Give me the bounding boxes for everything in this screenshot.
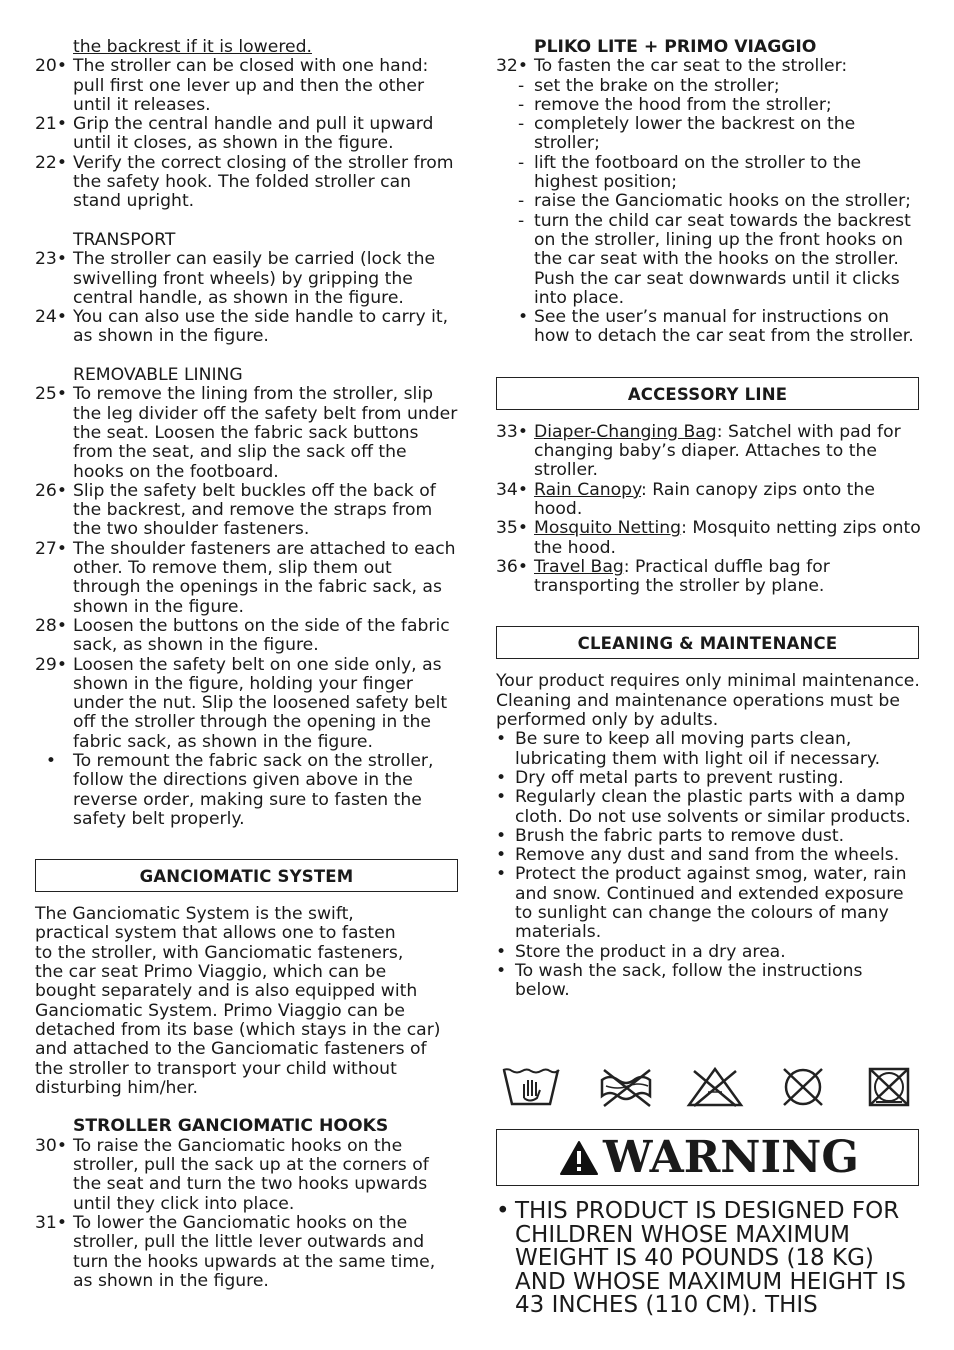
step-item: - completely lower the backrest on the stroller; bbox=[518, 114, 856, 154]
list-item: 29• Loosen the safety belt on one side only, as shown in the figure, holding your finger under the nut. Slip the loosened safety belt off the stroller through the opening in the fabric sack, as shown in the figure. bbox=[35, 654, 448, 752]
list-item: 24• You can also use the side handle to carry it, as shown in the figure. bbox=[35, 307, 449, 347]
list-item: 22• Verify the correct closing of the stroller from the safety hook. The folded stroller can stand upright. bbox=[35, 152, 454, 212]
cleaning-intro: Your product requires only minimal maintenance. Cleaning and maintenance operations must be performed only by adults. bbox=[496, 671, 920, 731]
accessory-item: 35• Mosquito Netting: Mosquito netting zips onto the hood. bbox=[496, 518, 921, 558]
list-item: 23• The stroller can easily be carried (lock the swivelling front wheels) by gripping the central handle, as shown in the figure. bbox=[35, 249, 436, 308]
ganciomatic-section-box: GANCIOMATIC SYSTEM bbox=[35, 859, 458, 892]
list-item: 25• To remove the lining from the stroller, slip the leg divider off the safety belt from under the seat. Loosen the fabric sack buttons from the seat, and slip the sack off the hooks on the footboard. bbox=[35, 384, 458, 482]
hooks-heading: STROLLER GANCIOMATIC HOOKS bbox=[73, 1116, 389, 1137]
right-column bbox=[496, 38, 921, 1000]
list-item: • Brush the fabric parts to remove dust. bbox=[496, 825, 845, 846]
list-item: 27• The shoulder fasteners are attached to each other. To remove them, slip them out through the openings in the fabric sack, as shown in the figure. bbox=[35, 538, 456, 617]
left-column bbox=[35, 38, 460, 1291]
warning-triangle-icon bbox=[559, 1140, 599, 1176]
warning-text-block: • THIS PRODUCT IS DESIGNED FOR CHILDREN WHOSE MAXIMUM WEIGHT IS 40 POUNDS (18 KG) AND WHOSE MAXIMUM HEIGHT IS 43 INCHES (110 CM). THIS bbox=[496, 1200, 926, 1318]
do-not-dry-clean-icon bbox=[866, 1066, 912, 1108]
step-item: - remove the hood from the stroller; bbox=[518, 94, 832, 115]
warning-text: THIS PRODUCT IS DESIGNED FOR CHILDREN WHOSE MAXIMUM WEIGHT IS 40 POUNDS (18 KG) AND WHOSE MAXIMUM HEIGHT IS 43 INCHES (110 CM). THIS bbox=[515, 1198, 906, 1319]
list-item: • To wash the sack, follow the instructions below. bbox=[496, 960, 863, 1001]
steps-list bbox=[496, 77, 921, 347]
accessory-item: 36• Travel Bag: Practical duffle bag for transporting the stroller by plane. bbox=[496, 556, 830, 597]
cleaning-section-box: CLEANING & MAINTENANCE bbox=[496, 626, 919, 659]
intro-line: the backrest if it is lowered. bbox=[73, 37, 312, 57]
accessory-section-box: ACCESSORY LINE bbox=[496, 377, 919, 410]
list-item: • Store the product in a dry area. bbox=[496, 941, 786, 962]
list-item: 21• Grip the central handle and pull it upward until it closes, as shown in the figure. bbox=[35, 114, 434, 154]
list-item: • To remount the fabric sack on the stroller, follow the directions given above in the reverse order, making sure to fasten the safety belt properly. bbox=[35, 750, 434, 829]
do-not-wring-icon bbox=[598, 1066, 656, 1108]
step-item: - turn the child car seat towards the backrest on the stroller, lining up the front hooks on the car seat with the hooks on the stroller. Push the car seat downwards until it clicks into place. bbox=[518, 210, 911, 308]
list-item: 28• Loosen the buttons on the side of the fabric sack, as shown in the figure. bbox=[35, 615, 450, 656]
accessory-item: 34• Rain Canopy: Rain canopy zips onto the hood. bbox=[496, 479, 875, 519]
transport-heading: TRANSPORT bbox=[73, 229, 176, 250]
lining-heading: REMOVABLE LINING bbox=[73, 365, 243, 386]
do-not-bleach-icon bbox=[686, 1066, 744, 1108]
list-item: 20• The stroller can be closed with one hand: pull first one lever up and then the other until it releases. bbox=[35, 56, 429, 115]
step-item: - lift the footboard on the stroller to the highest position; bbox=[518, 152, 862, 193]
list-item: • Regularly clean the plastic parts with a damp cloth. Do not use solvents or similar products. bbox=[496, 787, 911, 827]
list-item: 31• To lower the Ganciomatic hooks on the stroller, pull the little lever outwards and turn the hooks upwards at the same time, as shown in the figure. bbox=[35, 1212, 436, 1291]
list-item: • Remove any dust and sand from the wheels. bbox=[496, 845, 900, 866]
pliko-heading: PLIKO LITE + PRIMO VIAGGIO bbox=[534, 37, 817, 57]
list-item: • Be sure to keep all moving parts clean, lubricating them with light oil if necessary. bbox=[496, 729, 881, 769]
step-item: - raise the Ganciomatic hooks on the stroller; bbox=[518, 191, 911, 212]
list-item: 32• To fasten the car seat to the stroller: bbox=[496, 56, 848, 77]
care-icons bbox=[496, 1066, 921, 1108]
ganciomatic-paragraph: The Ganciomatic System is the swift, practical system that allows one to fasten to the stroller, with Ganciomatic fasteners, the car seat Primo Viaggio, which can be bought separately and is also equipped with Ganciomatic System. Primo Viaggio can be detached from its base (which stays in the car) and attached to the Ganciomatic fasteners of the stroller to transport your child without disturbing him/her. bbox=[35, 904, 441, 1098]
warning-header bbox=[496, 1129, 919, 1186]
list-item: • Protect the product against smog, water, rain and snow. Continued and extended exposure to sunlight can change the colours of many materials. bbox=[496, 864, 907, 943]
step-item: - set the brake on the stroller; bbox=[518, 75, 780, 96]
accessory-item: 33• Diaper-Changing Bag: Satchel with pad for changing baby’s diaper. Attaches to the stroller. bbox=[496, 421, 901, 481]
list-item: • Dry off metal parts to prevent rusting. bbox=[496, 767, 844, 788]
items-a bbox=[35, 57, 460, 211]
list-item: 26• Slip the safety belt buckles off the back of the backrest, and remove the straps from the two shoulder fasteners. bbox=[35, 480, 436, 540]
cleaning-list bbox=[496, 730, 921, 1000]
note-item: • See the user’s manual for instructions on how to detach the car seat from the stroller. bbox=[518, 307, 914, 347]
hand-wash-icon bbox=[500, 1066, 562, 1108]
list-item: 30• To raise the Ganciomatic hooks on the stroller, pull the sack up at the corners of the seat and turn the two hooks upwards until they click into place. bbox=[35, 1135, 429, 1214]
do-not-tumble-dry-icon bbox=[776, 1066, 830, 1108]
warning-title: WARNING bbox=[603, 1131, 859, 1183]
